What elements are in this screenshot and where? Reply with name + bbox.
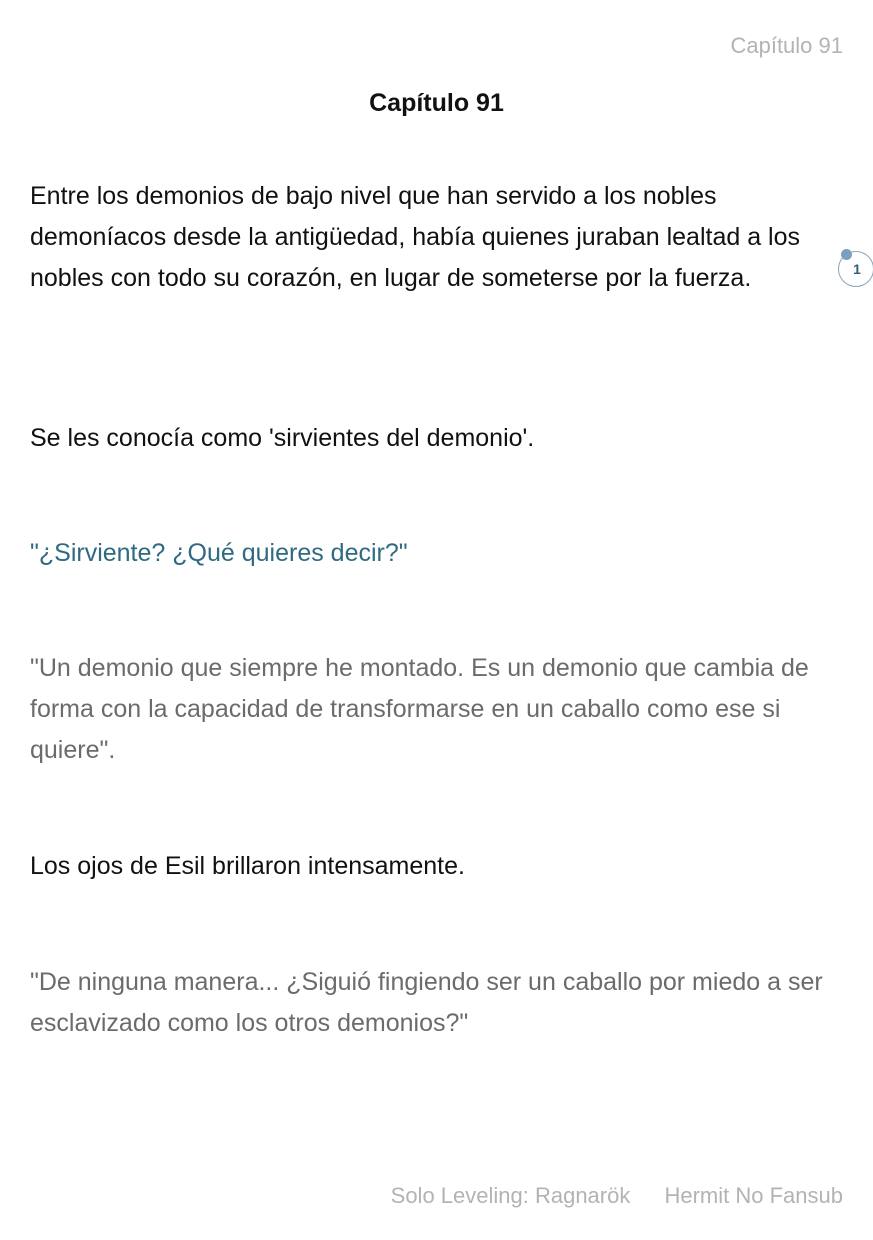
running-header-title: Capítulo 91: [730, 33, 843, 58]
paragraph-6-dialogue: "De ninguna manera... ¿Siguió fingiendo ser un caballo por miedo a ser esclavizado como los otros demonios?": [30, 968, 823, 1037]
paragraph-1: Entre los demonios de bajo nivel que han servido a los nobles demoníacos desde la antigüedad, había quienes juraban lealtad a los nobles con todo su corazón, en lugar de someterse por la fuerza.: [30, 182, 801, 292]
footer-translator: Hermit No Fansub: [664, 1183, 843, 1208]
paragraph-5: Los ojos de Esil brillaron intensamente.: [30, 852, 465, 880]
comment-indicator-dot: [841, 249, 852, 260]
paragraph-3-dialogue: "¿Sirviente? ¿Qué quieres decir?": [30, 539, 408, 567]
chapter-title: Capítulo 91: [369, 89, 504, 117]
comment-count: 1: [853, 261, 861, 277]
page-footer: [391, 1181, 843, 1211]
paragraph-4-dialogue: "Un demonio que siempre he montado. Es un demonio que cambia de forma con la capacidad de transformarse en un caballo como ese si quiere".: [30, 654, 809, 764]
paragraph-2: Se les conocía como 'sirvientes del demonio'.: [30, 424, 535, 452]
footer-book-title: Solo Leveling: Ragnarök: [390, 1183, 631, 1208]
